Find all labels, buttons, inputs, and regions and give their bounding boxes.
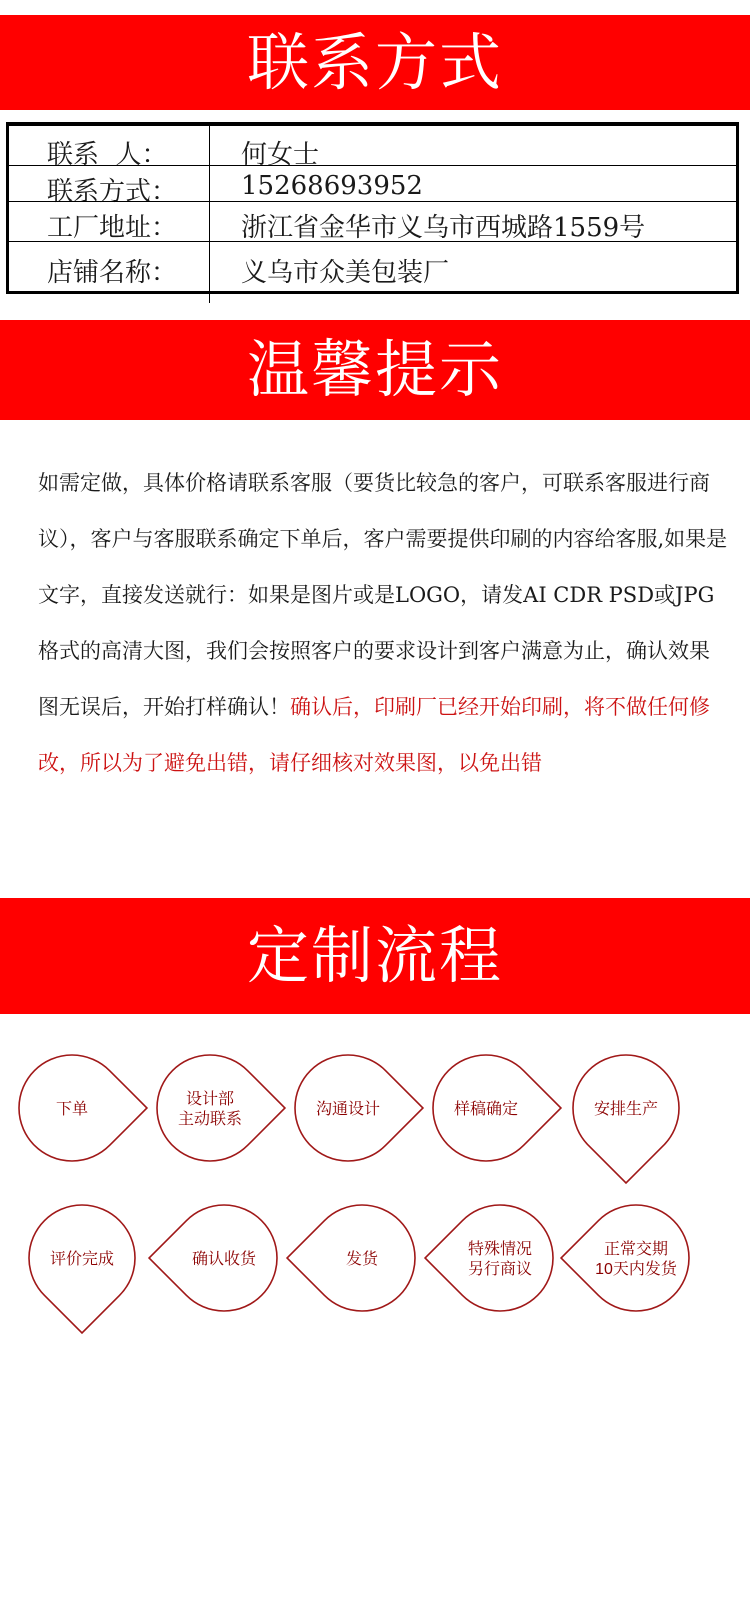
process-step — [149, 1205, 277, 1311]
process-step — [573, 1055, 679, 1183]
contact-table — [6, 122, 739, 294]
contact-banner — [0, 15, 750, 110]
contact-title: 联系方式 — [246, 25, 503, 99]
step-label: 10天内发货 — [595, 1261, 677, 1278]
process-step — [561, 1205, 689, 1311]
tips-title: 温馨提示 — [246, 333, 503, 406]
process-banner — [0, 898, 750, 1014]
contact-value: 浙江省金华市义乌市西城路1559号 — [241, 213, 646, 243]
process-step — [157, 1055, 285, 1161]
process-step — [295, 1055, 423, 1161]
contact-label: 店铺名称： — [47, 258, 178, 288]
step-label: 特殊情况 — [467, 1241, 533, 1258]
process-step — [287, 1205, 415, 1311]
process-title: 定制流程 — [246, 919, 503, 992]
contact-label: 联系方式： — [47, 177, 178, 207]
process-step — [19, 1055, 147, 1161]
step-label: 评价完成 — [49, 1251, 115, 1268]
contact-row-shop — [9, 241, 736, 292]
step-label: 沟通设计 — [315, 1101, 381, 1118]
process-step — [29, 1205, 135, 1333]
contact-row-person — [9, 125, 736, 170]
tips-text: 如需定做，具体价格请联系客服（要货比较急的客户，可联系客服进行商议），客户与客服联系确定下单后，客户需要提供印刷的内容给客服,如果是文字，直接发送就行：如果是图片或是LOGO，请发AI CDR PSD或JPG格式的高清大图，我们会按照客户的要求设计到客户满意为止，确认效果图无误后，开始打样确认！ — [38, 471, 728, 719]
contact-row-phone — [9, 165, 736, 207]
process-step — [425, 1205, 553, 1311]
process-flow-graphic — [0, 1020, 750, 1340]
step-label: 正常交期 — [603, 1241, 669, 1258]
step-label: 发货 — [345, 1251, 379, 1268]
step-outline — [561, 1205, 689, 1311]
step-label: 另行商议 — [467, 1261, 533, 1278]
step-label: 样稿确定 — [453, 1101, 519, 1118]
step-outline — [29, 1205, 135, 1333]
contact-label: 联系 人： — [47, 140, 168, 170]
step-outline — [425, 1205, 553, 1311]
contact-value: 15268693952 — [241, 171, 423, 201]
process-step — [433, 1055, 561, 1161]
contact-value: 何女士 — [241, 140, 320, 170]
contact-row-address — [9, 201, 736, 242]
step-outline — [573, 1055, 679, 1183]
tips-warning-text: 确认后，印刷厂已经开始印刷，将不做任何修改，所以为了避免出错，请仔细核对效果图，以免出错 — [38, 695, 710, 775]
process-flow — [0, 1020, 750, 1340]
step-label: 主动联系 — [177, 1111, 243, 1128]
step-label: 设计部 — [185, 1091, 235, 1108]
step-label: 安排生产 — [593, 1101, 659, 1118]
contact-value: 义乌市众美包装厂 — [241, 258, 450, 288]
tips-paragraph — [38, 455, 728, 791]
step-label: 确认收货 — [191, 1251, 257, 1268]
step-label: 下单 — [55, 1101, 89, 1118]
tips-banner — [0, 320, 750, 420]
contact-label: 工厂地址： — [47, 213, 178, 243]
step-outline — [157, 1055, 285, 1161]
